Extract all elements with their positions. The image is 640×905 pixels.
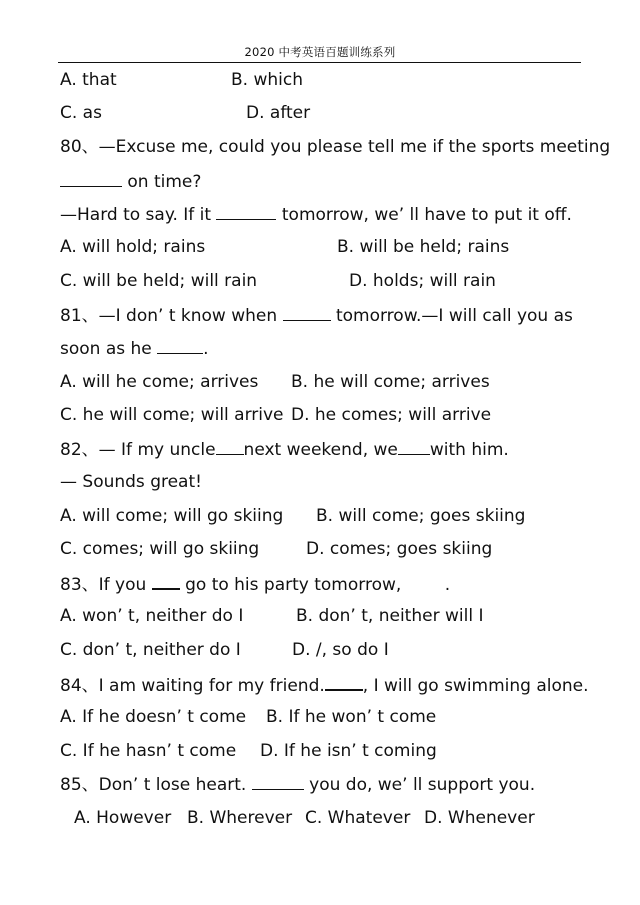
q81-stem-start: 81、—I don’ t know when <box>60 306 278 326</box>
q81-stem-line-2-start: soon as he <box>60 339 152 359</box>
q82-stem-part-c: with him. <box>429 440 509 460</box>
page-header-title: 2020 中考英语百题训练系列 <box>244 45 396 59</box>
q82-option-b[interactable]: B. will come; goes skiing <box>316 506 526 526</box>
q81-option-b[interactable]: B. he will come; arrives <box>291 372 490 392</box>
q82-option-c[interactable]: C. comes; will go skiing <box>60 539 260 559</box>
q81-stem-end: tomorrow.—I will call you as <box>335 306 573 326</box>
q82-stem-part-b: next weekend, we <box>243 440 398 460</box>
q80-option-c[interactable]: C. will be held; will rain <box>60 271 258 291</box>
q85-option-c[interactable]: C. Whatever <box>305 808 411 828</box>
answer-blank <box>216 438 244 455</box>
q79-option-c[interactable]: C. as <box>60 103 102 123</box>
q81-option-a[interactable]: A. will he come; arrives <box>60 372 259 392</box>
q80-option-a[interactable]: A. will hold; rains <box>60 237 206 257</box>
q85-stem-line-1 <box>60 773 535 796</box>
answer-blank <box>157 337 203 354</box>
q80-reply-start: —Hard to say. If it <box>60 205 212 225</box>
q80-stem-line-1: 80、—Excuse me, could you please tell me if the sports meeting <box>60 137 611 157</box>
q83-stem-end: . <box>444 575 451 595</box>
q82-option-a[interactable]: A. will come; will go skiing <box>60 506 284 526</box>
answer-blank <box>283 304 331 321</box>
q79-option-b[interactable]: B. which <box>231 70 303 90</box>
q83-stem-line-1 <box>60 572 450 596</box>
q83-stem-middle: go to his party tomorrow, <box>185 575 402 595</box>
q80-stem-line-2 <box>60 170 201 193</box>
header-divider <box>58 62 581 63</box>
q84-option-d[interactable]: D. If he isn’ t coming <box>260 741 437 761</box>
answer-blank <box>398 438 430 455</box>
answer-blank <box>252 773 304 790</box>
answer-blank <box>216 203 276 220</box>
q81-stem-line-2 <box>60 337 209 360</box>
q82-stem-line-1 <box>60 438 509 461</box>
q80-option-d[interactable]: D. holds; will rain <box>349 271 496 291</box>
q79-option-a[interactable]: A. that <box>60 70 117 90</box>
q85-stem-end: you do, we’ ll support you. <box>309 775 536 795</box>
q84-stem-line-1 <box>60 673 589 697</box>
q85-option-b[interactable]: B. Wherever <box>187 808 293 828</box>
q81-stem-line-1 <box>60 304 573 327</box>
q83-option-b[interactable]: B. don’ t, neither will I <box>296 606 484 626</box>
q80-reply-end: tomorrow, we’ ll have to put it off. <box>281 205 572 225</box>
q81-option-d[interactable]: D. he comes; will arrive <box>291 405 492 425</box>
answer-blank <box>152 572 180 590</box>
q82-stem-part-a: 82、— If my uncle <box>60 440 216 460</box>
answer-blank <box>325 673 363 691</box>
q84-option-a[interactable]: A. If he doesn’ t come <box>60 707 247 727</box>
q85-option-d[interactable]: D. Whenever <box>424 808 535 828</box>
q83-option-d[interactable]: D. /, so do I <box>292 640 389 660</box>
q83-option-c[interactable]: C. don’ t, neither do I <box>60 640 241 660</box>
q80-option-b[interactable]: B. will be held; rains <box>337 237 510 257</box>
q82-option-d[interactable]: D. comes; goes skiing <box>306 539 493 559</box>
q79-option-d[interactable]: D. after <box>246 103 311 123</box>
q83-option-a[interactable]: A. won’ t, neither do I <box>60 606 244 626</box>
q80-reply-line <box>60 203 572 226</box>
answer-blank <box>60 170 122 187</box>
q84-option-b[interactable]: B. If he won’ t come <box>266 707 437 727</box>
q80-stem-line-2-text: on time? <box>127 172 202 192</box>
q85-stem-start: 85、Don’ t lose heart. <box>60 775 247 795</box>
q84-stem-start: 84、I am waiting for my friend. <box>60 676 325 696</box>
q82-reply-line: — Sounds great! <box>60 472 202 492</box>
q81-stem-line-2-end: . <box>203 339 209 359</box>
q83-stem-start: 83、If you <box>60 575 147 595</box>
q84-stem-end: , I will go swimming alone. <box>362 676 589 696</box>
q81-option-c[interactable]: C. he will come; will arrive <box>60 405 284 425</box>
q84-option-c[interactable]: C. If he hasn’ t come <box>60 741 237 761</box>
q85-option-a[interactable]: A. However <box>74 808 172 828</box>
